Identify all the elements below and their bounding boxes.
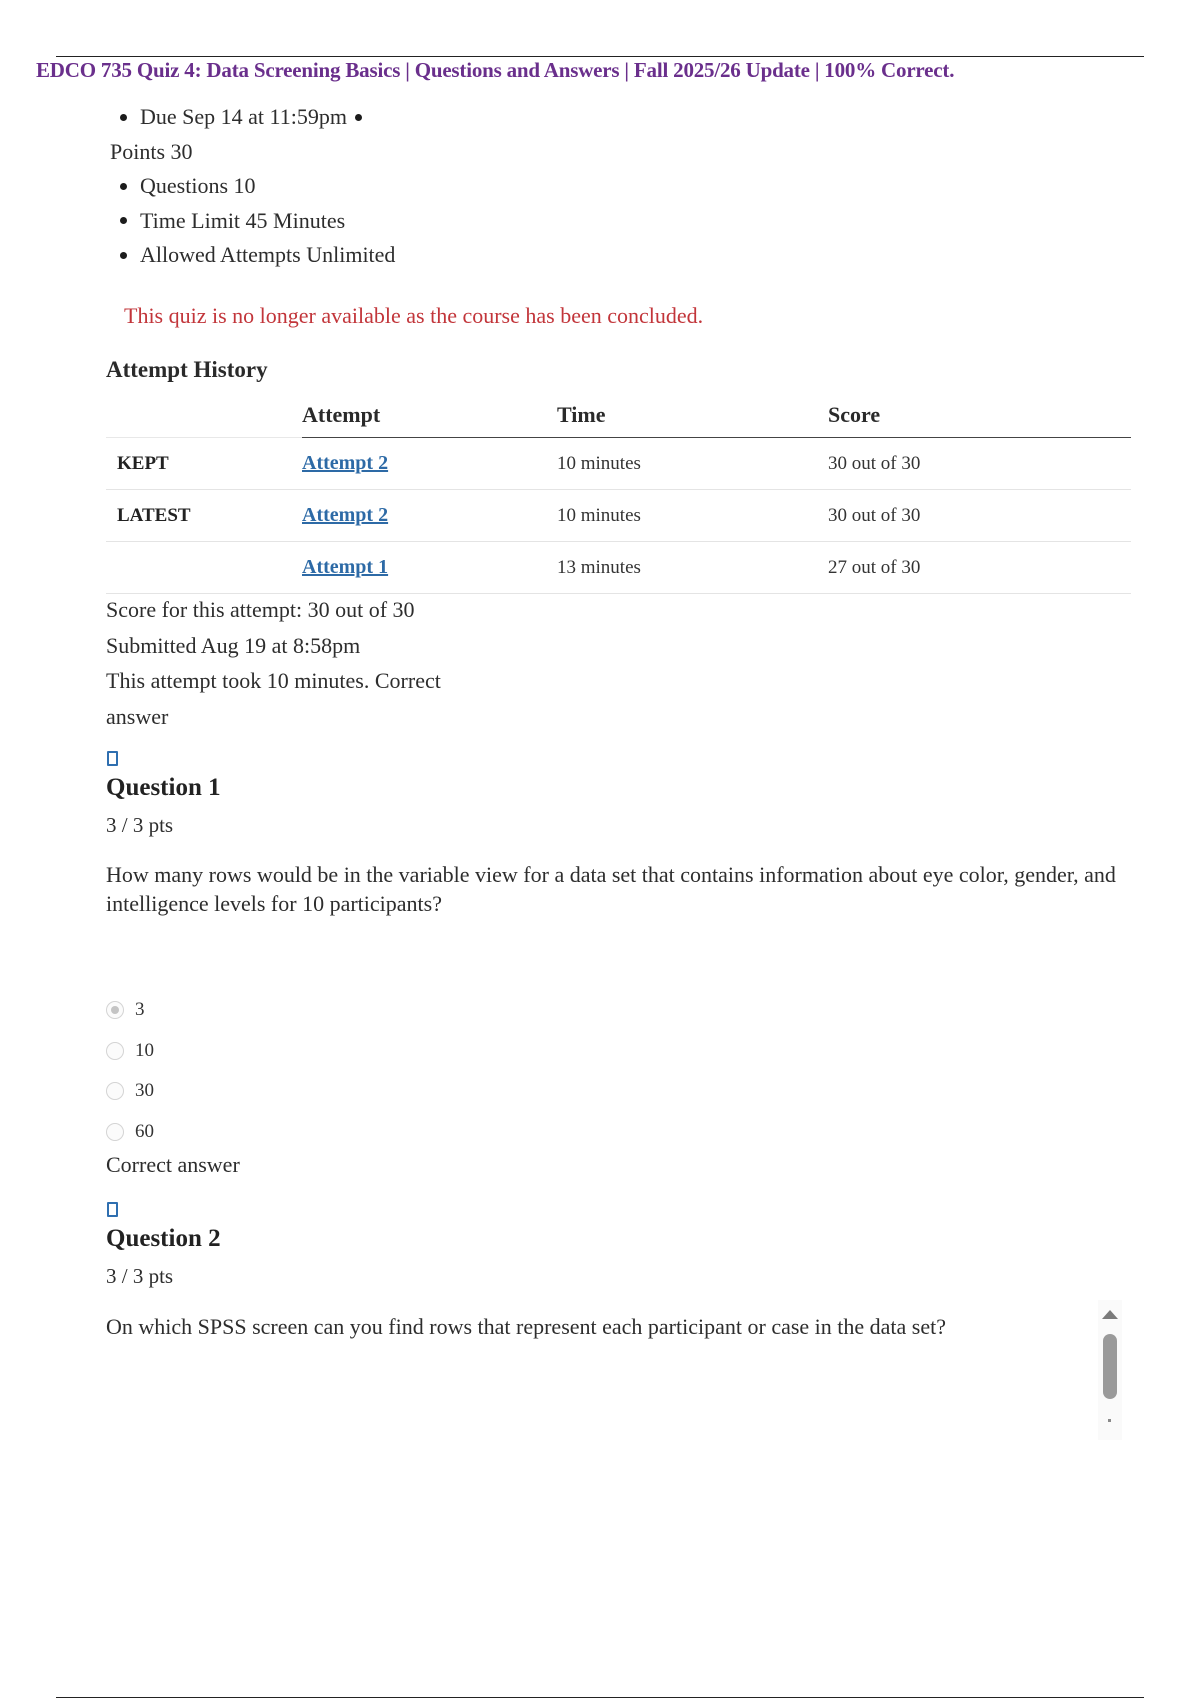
bullet-icon xyxy=(120,252,127,259)
answer-label: answer xyxy=(106,703,169,729)
answer-label: 30 xyxy=(135,1080,154,1102)
attempt-score-summary: Score for this attempt: 30 out of 30 xyxy=(106,597,415,622)
time-limit: Time Limit 45 Minutes xyxy=(140,207,346,233)
attempt-status: LATEST xyxy=(106,490,302,542)
scrollbar[interactable] xyxy=(1098,1300,1122,1440)
quiz-unavailable-notice: This quiz is no longer available as the course has been concluded. xyxy=(124,303,704,328)
attempt-link[interactable]: Attempt 2 xyxy=(302,452,389,474)
attempt-history-table xyxy=(106,392,1131,594)
scroll-up-arrow-icon[interactable] xyxy=(1102,1310,1118,1319)
questions-line xyxy=(110,169,395,204)
attempt-time: 10 minutes xyxy=(557,490,828,542)
allowed-attempts: Allowed Attempts Unlimited xyxy=(140,242,396,267)
allowed-attempts-line xyxy=(110,238,395,273)
attempt-summary xyxy=(106,592,441,734)
table-row xyxy=(106,490,1131,542)
bullet-icon xyxy=(355,114,362,121)
document-title: EDCO 735 Quiz 4: Data Screening Basics | Questions and Answers | Fall 2025/26 Update | 100% Correct. xyxy=(36,58,955,82)
question-points: 3 / 3 pts xyxy=(106,1264,174,1288)
attempt-score: 30 out of 30 xyxy=(828,490,1131,542)
points-line xyxy=(110,135,395,170)
radio-icon[interactable] xyxy=(106,1082,124,1100)
radio-selected-icon[interactable] xyxy=(106,1001,124,1019)
attempt-time: 10 minutes xyxy=(557,438,828,490)
submitted-time: Submitted Aug 19 at 8:58pm xyxy=(106,632,361,658)
answer-option[interactable] xyxy=(106,1031,154,1072)
time-limit-line xyxy=(110,204,395,239)
scrollbar-thumb[interactable] xyxy=(1103,1334,1117,1399)
attempt-duration: This attempt took 10 minutes. Correct xyxy=(106,668,441,693)
status-column-header xyxy=(106,392,302,438)
time-column-header: Time xyxy=(557,392,828,438)
attempt-history-heading: Attempt History xyxy=(106,357,268,382)
bullet-icon xyxy=(120,183,127,190)
attempt-status xyxy=(106,542,302,594)
points: Points 30 xyxy=(110,138,193,164)
question-text: On which SPSS screen can you find rows that represent each participant or case in the data set? xyxy=(106,1314,947,1339)
quiz-details xyxy=(110,100,395,273)
top-rule xyxy=(56,56,1144,57)
due-date: Due Sep 14 at 11:59pm xyxy=(140,104,347,129)
scroll-dot-icon xyxy=(1108,1419,1111,1422)
attempt-cell xyxy=(302,438,557,490)
bullet-icon xyxy=(120,114,127,121)
table-header-row xyxy=(106,392,1131,438)
attempt-link[interactable]: Attempt 1 xyxy=(302,556,389,578)
attempt-time: 13 minutes xyxy=(557,542,828,594)
answer-option[interactable] xyxy=(106,1112,154,1153)
answer-options xyxy=(106,990,154,1152)
bullet-icon xyxy=(120,217,127,224)
table-row xyxy=(106,542,1131,594)
due-date-line xyxy=(110,100,395,135)
answer-label: 3 xyxy=(135,999,145,1021)
table-row xyxy=(106,438,1131,490)
radio-icon[interactable] xyxy=(106,1042,124,1060)
attempt-score: 27 out of 30 xyxy=(828,542,1131,594)
question-title: Question 1 xyxy=(106,774,221,801)
attempt-cell xyxy=(302,490,557,542)
attempt-cell xyxy=(302,542,557,594)
score-column-header: Score xyxy=(828,392,1131,438)
attempt-status: KEPT xyxy=(106,438,302,490)
question-text: How many rows would be in the variable view for a data set that contains information about eye color, gender, and intelligence levels for 10 participants? xyxy=(106,862,1116,916)
flag-question-icon[interactable] xyxy=(107,1202,118,1217)
attempt-column-header: Attempt xyxy=(302,392,557,438)
question-count: Questions 10 xyxy=(140,173,256,198)
answer-option[interactable] xyxy=(106,1071,154,1112)
attempt-link[interactable]: Attempt 2 xyxy=(302,504,389,526)
correct-answer-label: Correct answer xyxy=(106,1152,240,1177)
question-title: Question 2 xyxy=(106,1225,221,1252)
flag-question-icon[interactable] xyxy=(107,751,118,766)
radio-icon[interactable] xyxy=(106,1123,124,1141)
attempt-score: 30 out of 30 xyxy=(828,438,1131,490)
answer-option[interactable] xyxy=(106,990,154,1031)
question-points: 3 / 3 pts xyxy=(106,813,174,837)
bottom-rule xyxy=(56,1697,1144,1698)
answer-label: 60 xyxy=(135,1120,154,1142)
answer-label: 10 xyxy=(135,1039,154,1061)
